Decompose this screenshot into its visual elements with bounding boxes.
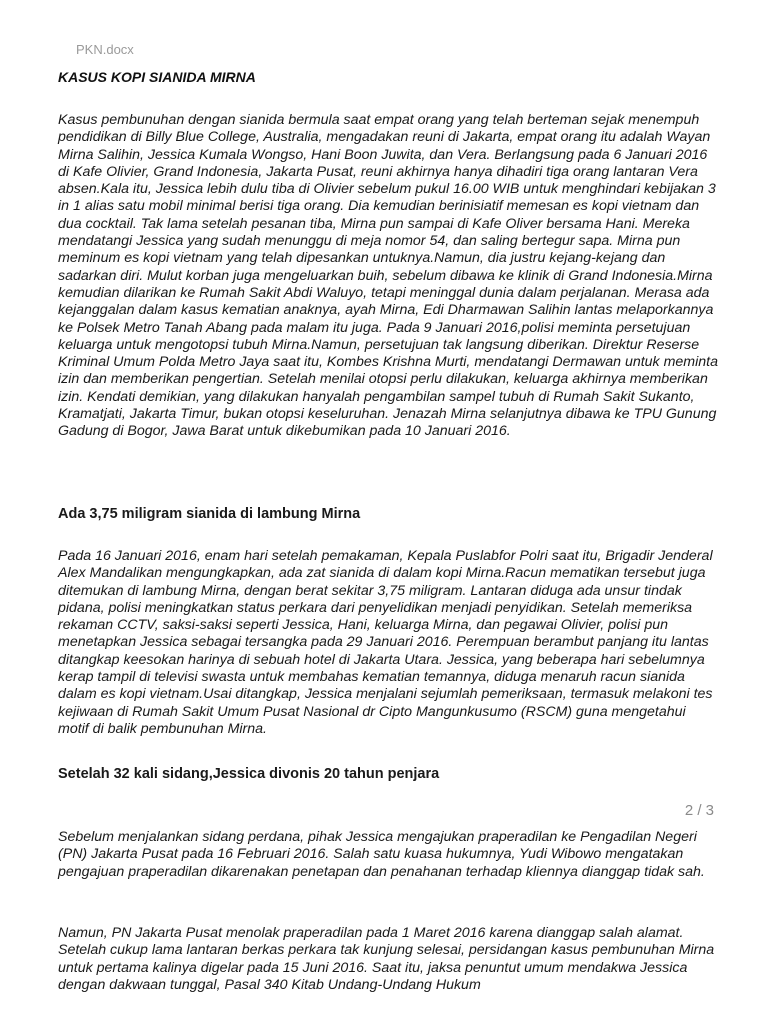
paragraph-investigation: Pada 16 Januari 2016, enam hari setelah pemakaman, Kepala Puslabfor Polri saat itu, Brigadir Jenderal Alex Mandalikan mengungkapkan, ada zat sianida di dalam kopi Mirna.Racun mematikan tersebut juga ditemukan di lambung Mirna, dengan berat sekitar 3,75 miligram. Lantaran diduga ada unsur tindak pidana, polisi meningkatkan status perkara dari penyelidikan menjadi penyidikan. Setelah memeriksa rekaman CCTV, saksi-saksi seperti Jessica, Hani, keluarga Mirna, dan pegawai Olivier, polisi pun menetapkan Jessica sebagai tersangka pada 29 Januari 2016. Perempuan berambut panjang itu lantas ditangkap keesokan harinya di sebuah hotel di Jakarta Utara. Jessica, yang beberapa hari sebelumnya kerap tampil di televisi swasta untuk membahas kematian temannya, diduga menaruh racun sianida dalam es kopi vietnam.Usai ditangkap, Jessica menjalani sejumlah pemeriksaan, termasuk melakoni tes kejiwaan di Rumah Sakit Umum Pusat Nasional dr Cipto Mangunkusumo (RSCM) guna mengetahui motif di balik pembunuhan Mirna.: [58, 548, 713, 737]
paragraph-case-background: Kasus pembunuhan dengan sianida bermula saat empat orang yang telah berteman sejak menempuh pendidikan di Billy Blue College, Australia, mengadakan reuni di Jakarta, empat orang itu adalah Wayan Mirna Salihin, Jessica Kumala Wongso, Hani Boon Juwita, dan Vera. Berlangsung pada 6 Januari 2016 di Kafe Olivier, Grand Indonesia, Jakarta Pusat, reuni akhirnya hanya dihadiri tiga orang lantaran Vera absen.Kala itu, Jessica lebih dulu tiba di Olivier sebelum pukul 16.00 WIB untuk menghindari kebijakan 3 in 1 alias satu mobil minimal berisi tiga orang. Dia kemudian berinisiatif memesan es kopi vietnam dan dua cocktail. Tak lama setelah pesanan tiba, Mirna pun sampai di Kafe Oliver bersama Hani. Mereka mendatangi Jessica yang sudah menunggu di meja nomor 54, dan saling bertegur sapa. Mirna pun meminum es kopi vietnam yang telah dipesankan untuknya.Namun, dia justru kejang-kejang dan sadarkan diri. Mulut korban juga mengeluarkan buih, sebelum dibawa ke klinik di Grand Indonesia.Mirna kemudian dilarikan ke Rumah Sakit Abdi Waluyo, tetapi meninggal dunia dalam perjalanan. Merasa ada kejanggalan dalam kasus kematian anaknya, ayah Mirna, Edi Dharmawan Salihin lantas melaporkannya ke Polsek Metro Tanah Abang pada malam itu juga. Pada 9 Januari 2016,polisi meminta persetujuan keluarga untuk mengotopsi tubuh Mirna.Namun, persetujuan tak langsung diberikan. Direktur Reserse Kriminal Umum Polda Metro Jaya saat itu, Kombes Krishna Murti, mendatangi Dermawan untuk meminta izin dan memberikan pengertian. Setelah menilai otopsi perlu dilakukan, keluarga akhirnya memberikan izin. Kendati demikian, yang dilakukan hanyalah pengambilan sampel tubuh di Rumah Sakit Sukanto, Kramatjati, Jakarta Timur, bukan otopsi keseluruhan. Jenazah Mirna selanjutnya dibawa ke TPU Gunung Gadung di Bogor, Jawa Barat untuk dikebumikan pada 10 Januari 2016.: [58, 112, 718, 440]
document-title: KASUS KOPI SIANIDA MIRNA: [58, 69, 256, 85]
paragraph-trial: Namun, PN Jakarta Pusat menolak praperadilan pada 1 Maret 2016 karena dianggap salah alamat. Setelah cukup lama lantaran berkas perkara tak kunjung selesai, persidangan kasus pembunuhan Mirna untuk pertama kalinya digelar pada 15 Juni 2016. Saat itu, jaksa penuntut umum mendakwa Jessica dengan dakwaan tunggal, Pasal 340 Kitab Undang-Undang Hukum: [58, 925, 715, 993]
section-heading-cyanide: Ada 3,75 miligram sianida di lambung Mirna: [58, 506, 361, 522]
paragraph-pretrial: Sebelum menjalankan sidang perdana, pihak Jessica mengajukan praperadilan ke Pengadilan Negeri (PN) Jakarta Pusat pada 16 Februari 2016. Salah satu kuasa hukumnya, Yudi Wibowo mengatakan pengajuan praperadilan dikarenakan penetapan dan penahanan terhadap kliennya dianggap tidak sah.: [58, 829, 705, 880]
section-heading-verdict: Setelah 32 kali sidang,Jessica divonis 20 tahun penjara: [58, 766, 440, 782]
file-name: PKN.docx: [76, 42, 134, 57]
page-indicator: 2 / 3: [684, 802, 714, 819]
